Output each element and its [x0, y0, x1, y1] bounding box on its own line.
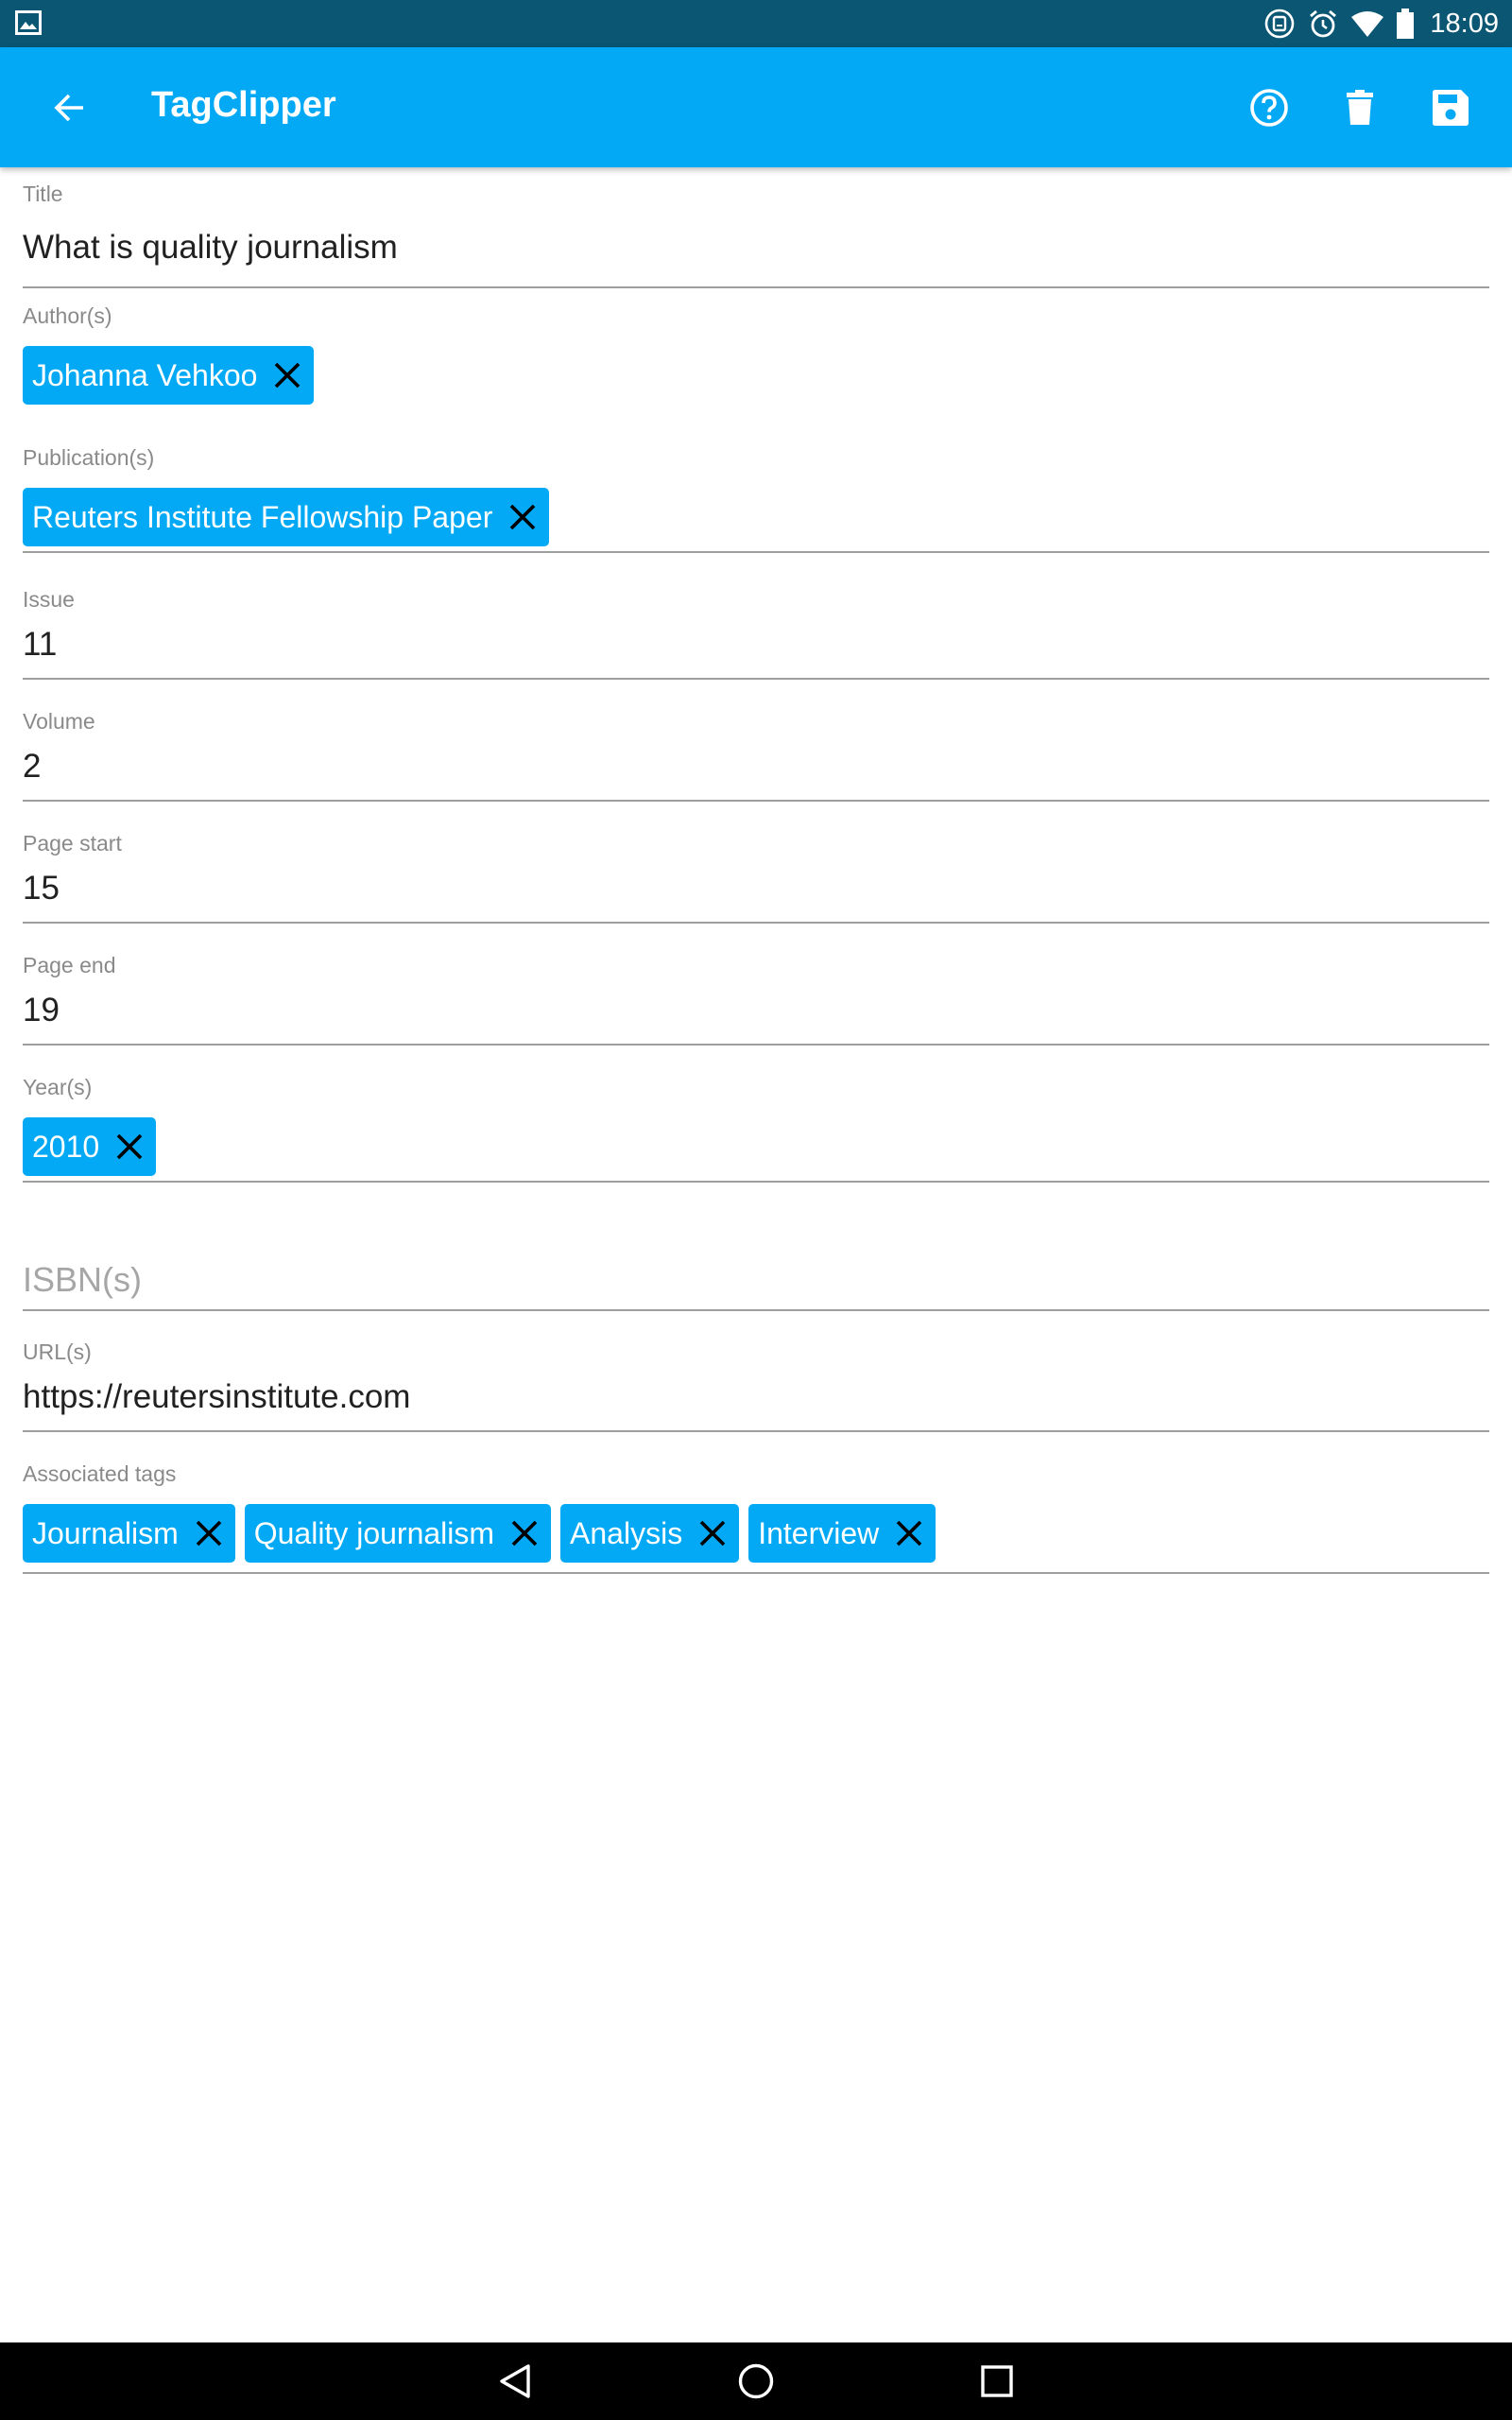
- title-label: Title: [23, 182, 63, 206]
- battery-icon: [1396, 9, 1415, 39]
- chip-label: Analysis: [570, 1515, 683, 1550]
- page-start-input[interactable]: 15: [23, 870, 60, 907]
- wifi-icon: [1350, 9, 1384, 38]
- years-label: Year(s): [23, 1075, 93, 1099]
- status-time: 18:09: [1430, 8, 1499, 39]
- volume-field[interactable]: [23, 709, 1489, 804]
- nav-recent-apps-icon[interactable]: [973, 2358, 1021, 2405]
- page-start-label: Page start: [23, 831, 122, 856]
- isbn-field[interactable]: [23, 1254, 1489, 1340]
- urls-input[interactable]: https://reutersinstitute.com: [23, 1378, 411, 1415]
- publication-chip[interactable]: [23, 488, 549, 546]
- volume-input[interactable]: 2: [23, 748, 42, 785]
- years-chips: [23, 1117, 156, 1176]
- back-arrow-icon[interactable]: [42, 79, 98, 136]
- authors-label: Author(s): [23, 303, 112, 328]
- title-underline: [23, 286, 1489, 288]
- page-start-field[interactable]: [23, 831, 1489, 925]
- delete-icon[interactable]: [1331, 78, 1389, 137]
- isbn-underline: [23, 1309, 1489, 1311]
- volume-label: Volume: [23, 709, 95, 734]
- tags-underline: [23, 1572, 1489, 1574]
- issue-underline: [23, 678, 1489, 680]
- page-end-input[interactable]: 19: [23, 992, 60, 1028]
- nav-home-icon[interactable]: [732, 2358, 780, 2405]
- issue-label: Issue: [23, 587, 75, 612]
- issue-input[interactable]: 11: [23, 626, 58, 663]
- publications-chips: [23, 488, 549, 546]
- author-chip[interactable]: [23, 346, 314, 405]
- isbn-input[interactable]: ISBN(s): [23, 1260, 142, 1299]
- chip-label: Johanna Vehkoo: [32, 357, 258, 392]
- publications-field[interactable]: [23, 445, 1489, 559]
- tag-chip[interactable]: [23, 1504, 235, 1563]
- volume-underline: [23, 800, 1489, 802]
- authors-field[interactable]: [23, 303, 1489, 417]
- chip-label: Interview: [758, 1515, 880, 1550]
- app-title: TagClipper: [151, 85, 336, 125]
- help-icon[interactable]: [1240, 78, 1298, 137]
- save-icon[interactable]: [1421, 78, 1480, 137]
- tag-chip[interactable]: [245, 1504, 551, 1563]
- title-field[interactable]: [23, 182, 1489, 287]
- publications-label: Publication(s): [23, 445, 155, 470]
- tags-field[interactable]: [23, 1461, 1489, 1575]
- authors-chips: [23, 346, 314, 405]
- tag-chip[interactable]: [560, 1504, 739, 1563]
- chip-label: Reuters Institute Fellowship Paper: [32, 499, 493, 534]
- remove-chip-icon[interactable]: [509, 1518, 540, 1548]
- remove-chip-icon[interactable]: [194, 1518, 224, 1548]
- years-underline: [23, 1181, 1489, 1183]
- page-end-field[interactable]: [23, 953, 1489, 1047]
- sync-icon: [1263, 8, 1296, 40]
- tags-label: Associated tags: [23, 1461, 177, 1486]
- issue-field[interactable]: [23, 587, 1489, 682]
- page-start-underline: [23, 922, 1489, 924]
- remove-chip-icon[interactable]: [507, 502, 538, 532]
- chip-label: Journalism: [32, 1515, 179, 1550]
- navigation-bar: [0, 2342, 1512, 2420]
- page-end-label: Page end: [23, 953, 116, 977]
- remove-chip-icon[interactable]: [272, 360, 302, 390]
- image-icon: [15, 10, 43, 37]
- years-field[interactable]: [23, 1075, 1489, 1188]
- remove-chip-icon[interactable]: [697, 1518, 728, 1548]
- chip-label: 2010: [32, 1129, 100, 1164]
- status-bar: [0, 0, 1512, 47]
- year-chip[interactable]: [23, 1117, 156, 1176]
- remove-chip-icon[interactable]: [114, 1132, 145, 1162]
- nav-back-icon[interactable]: [491, 2358, 539, 2405]
- title-input[interactable]: What is quality journalism: [23, 229, 398, 266]
- chip-label: Quality journalism: [253, 1515, 495, 1550]
- urls-label: URL(s): [23, 1340, 92, 1364]
- publications-underline: [23, 551, 1489, 553]
- tags-chips: [23, 1504, 936, 1563]
- urls-underline: [23, 1430, 1489, 1432]
- alarm-icon: [1307, 8, 1339, 40]
- page-end-underline: [23, 1044, 1489, 1046]
- urls-field[interactable]: [23, 1340, 1489, 1434]
- app-bar: [0, 47, 1512, 167]
- tag-chip[interactable]: [748, 1504, 936, 1563]
- remove-chip-icon[interactable]: [894, 1518, 924, 1548]
